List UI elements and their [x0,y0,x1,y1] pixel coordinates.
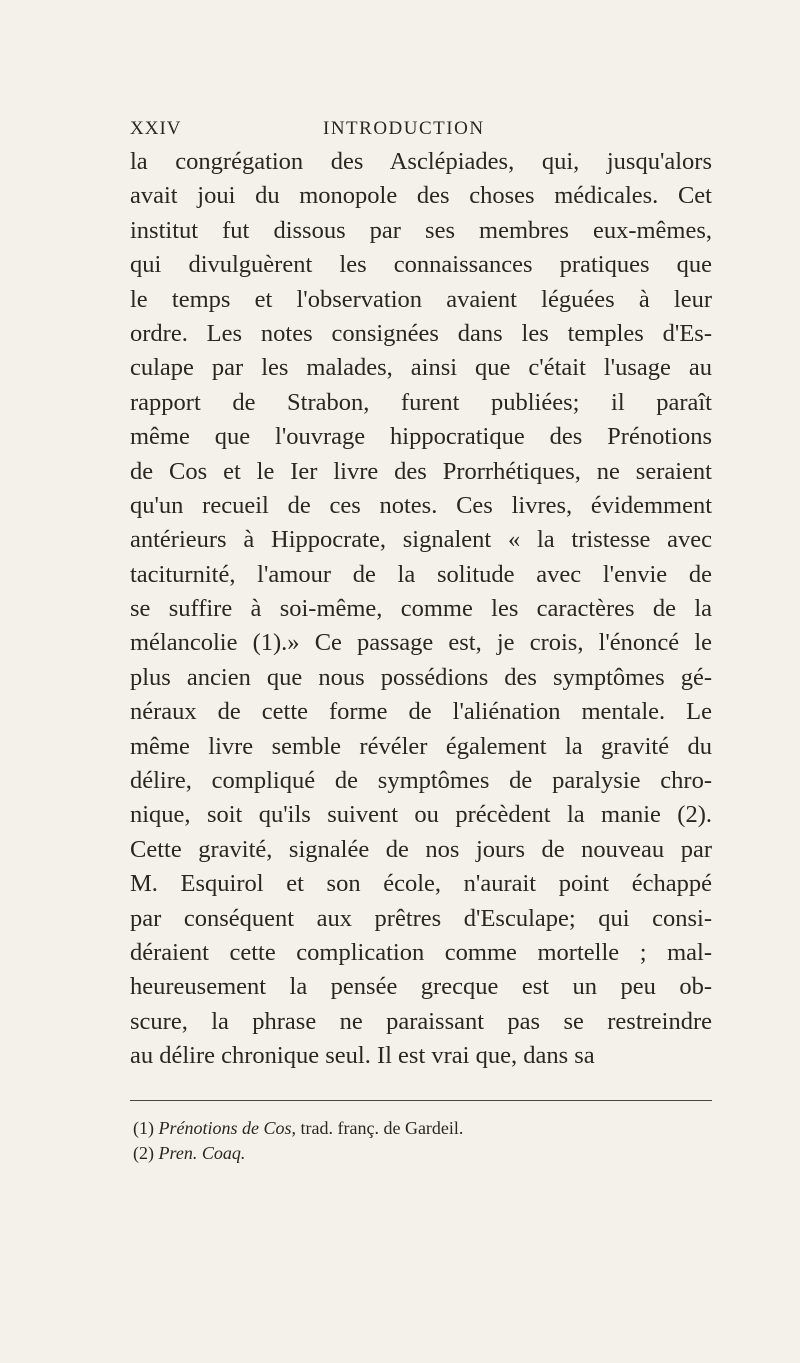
text-line: culape par les malades, ainsi que c'était l'usage au [130,354,712,382]
text-line: M. Esquirol et son école, n'aurait point échappé [130,870,712,898]
text-line: avait joui du monopole des choses médicales. Cet [130,182,712,210]
text-line: délire, compliqué de symptômes de paralysie chro- [130,767,712,795]
text-line: antérieurs à Hippocrate, signalent « la tristesse avec [130,526,712,554]
text-line: qui divulguèrent les connaissances pratiques que [130,251,712,279]
text-line: de Cos et le Ier livre des Prorrhétiques, ne seraient [130,457,712,485]
text-line: ordre. Les notes consignées dans les temples d'Es- [130,319,712,347]
text-line: institut fut dissous par ses membres eux-mêmes, [130,216,712,244]
text-line: rapport de Strabon, furent publiées; il paraît [130,388,712,416]
text-line: au délire chronique seul. Il est vrai que, dans sa [130,1042,595,1070]
footnote-title: Prénotions de Cos [158,1118,292,1138]
text-line: mélancolie (1).» Ce passage est, je crois, l'énoncé le [130,629,712,657]
footnote-text: , trad. franç. de Gardeil. [291,1118,464,1138]
text-line: scure, la phrase ne paraissant pas se restreindre [130,1007,712,1035]
text-line: néraux de cette forme de l'aliénation mentale. Le [130,698,712,726]
footnote [133,1141,653,1166]
text-line: heureusement la pensée grecque est un peu ob- [130,973,712,1001]
text-line: même que l'ouvrage hippocratique des Prénotions [130,423,712,451]
footnotes [133,1116,653,1166]
text-line: la congrégation des Asclépiades, qui, jusqu'alors [130,148,712,175]
running-head [130,118,710,142]
text-line: plus ancien que nous possédions des symptômes gé- [130,663,712,691]
footnote-mark: (2) [133,1143,154,1163]
running-title: INTRODUCTION [323,118,485,139]
footnote [133,1116,653,1141]
text-line: déraient cette complication comme mortelle ; mal- [130,938,712,966]
text-line: le temps et l'observation avaient léguées à leur [130,285,712,313]
footnote-mark: (1) [133,1118,154,1138]
text-line: nique, soit qu'ils suivent ou précèdent la manie (2). [130,801,712,829]
text-line: se suffire à soi-même, comme les caractères de la [130,595,712,623]
page-number: XXIV [130,118,182,139]
text-line: taciturnité, l'amour de la solitude avec l'envie de [130,560,712,588]
footnote-divider [130,1100,712,1101]
body-text [130,145,712,1074]
text-line: qu'un recueil de ces notes. Ces livres, évidemment [130,491,712,519]
footnote-title: Pren. Coaq. [158,1143,246,1163]
text-line: Cette gravité, signalée de nos jours de nouveau par [130,835,712,863]
text-line: par conséquent aux prêtres d'Esculape; qui consi- [130,904,712,932]
text-line: même livre semble révéler également la gravité du [130,732,712,760]
